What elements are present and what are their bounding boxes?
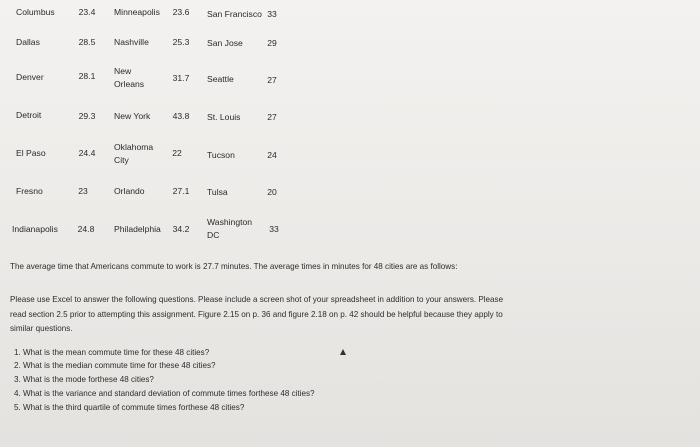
time-cell: 23.6 bbox=[172, 7, 190, 17]
time-cell: 31.7 bbox=[172, 73, 190, 83]
city-cell: New York bbox=[114, 111, 151, 121]
question-item: 2. What is the median commute time for these 48 cities? bbox=[14, 361, 216, 370]
time-cell: 23.4 bbox=[78, 7, 96, 17]
city-cell: Nashville bbox=[114, 37, 149, 47]
question-item: 5. What is the third quartile of commute times forthese 48 cities? bbox=[14, 403, 245, 412]
city-cell: Oklahoma City bbox=[114, 142, 154, 165]
city-cell: Tulsa bbox=[207, 187, 228, 197]
city-cell: Seattle bbox=[207, 74, 234, 84]
city-cell: Tucson bbox=[207, 150, 235, 160]
intro-paragraph: The average time that Americans commute to work is 27.7 minutes. The average times in minutes for 48 cities are as follows: bbox=[10, 262, 458, 271]
time-cell: 25.3 bbox=[172, 37, 190, 47]
question-item: 3. What is the mode forthese 48 cities? bbox=[14, 375, 154, 384]
city-cell: Washington DC bbox=[207, 217, 253, 240]
city-cell: San Francisco bbox=[207, 9, 262, 19]
time-cell: 27.1 bbox=[172, 186, 190, 196]
city-cell: Philadelphia bbox=[114, 224, 161, 234]
city-cell: St. Louis bbox=[207, 112, 241, 122]
time-cell: 29.3 bbox=[78, 111, 96, 121]
city-cell: El Paso bbox=[16, 148, 46, 158]
time-cell: 34.2 bbox=[172, 224, 190, 234]
city-cell: Detroit bbox=[16, 110, 42, 120]
time-cell: 33 bbox=[269, 224, 279, 234]
time-cell: 20 bbox=[267, 187, 277, 197]
city-cell: Columbus bbox=[16, 7, 55, 17]
cursor-icon bbox=[340, 349, 346, 355]
time-cell: 24 bbox=[267, 150, 277, 160]
city-cell: New Orleans bbox=[114, 66, 145, 89]
city-cell: Dallas bbox=[16, 37, 40, 47]
time-cell: 24.8 bbox=[77, 224, 95, 234]
question-item: 4. What is the variance and standard deviation of commute times forthese 48 cities? bbox=[14, 389, 315, 398]
time-cell: 22 bbox=[172, 148, 182, 158]
instructions-paragraph: Please use Excel to answer the following questions. Please include a screen shot of your spreadsheet in addition to your answers. Please read section 2.5 prior to attempting this assignment. Figure 2.15 on p. 36 and figure 2.18 on p. 42 should be helpful because they apply to similar questions. bbox=[10, 295, 504, 333]
time-cell: 28.1 bbox=[78, 71, 96, 81]
time-cell: 27 bbox=[267, 112, 277, 122]
time-cell: 28.5 bbox=[78, 37, 96, 47]
time-cell: 29 bbox=[267, 38, 277, 48]
time-cell: 24.4 bbox=[78, 148, 96, 158]
city-cell: Denver bbox=[16, 72, 44, 82]
city-cell: San Jose bbox=[207, 38, 243, 48]
city-cell: Orlando bbox=[114, 186, 145, 196]
city-cell: Indianapolis bbox=[12, 224, 58, 234]
time-cell: 23 bbox=[78, 186, 88, 196]
time-cell: 27 bbox=[267, 75, 277, 85]
city-cell: Fresno bbox=[16, 186, 43, 196]
time-cell: 33 bbox=[267, 9, 277, 19]
question-item: 1. What is the mean commute time for these 48 cities? bbox=[14, 348, 210, 357]
city-cell: Minneapolis bbox=[114, 7, 160, 17]
time-cell: 43.8 bbox=[172, 111, 190, 121]
